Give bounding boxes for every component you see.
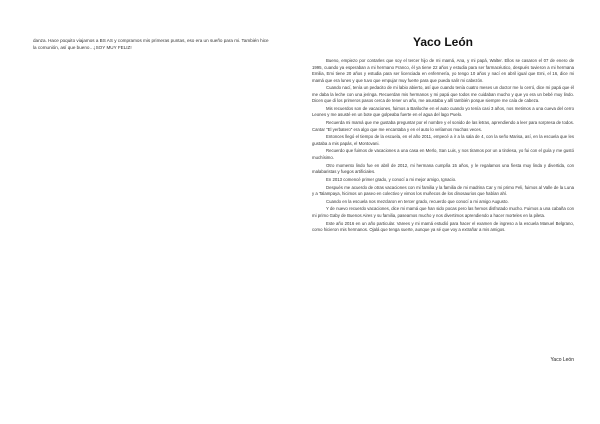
- paragraph: Mis recuerdos son de vacaciones, fuimos a Bariloche en el auto cuando yo tenía casi 3 años, nos metimos a una cueva del cerro Leones y me asusté en un bote que golpeaba fuerte en el agua del lago Puelo.: [312, 105, 574, 118]
- story-body: [312, 58, 574, 235]
- paragraph: Este año 2016 en un año particular. Varees y mi mamá estudió para hacer el examen de ingreso a la escuela Manuel Belgrano, como hicieron mis hermanos. Ojalá que tenga suerte, aunque ya sé que voy a extrañar a mis amigos.: [312, 220, 574, 233]
- paragraph: Recuerda mi mamá que me gustaba preguntar por el nombre y el sonido de las letras, aprendiendo a leer para sorpresa de todos. Cantar "El yerbatero" era algo que me encantaba y en el auto lo velíamos muchas veces.: [312, 120, 574, 132]
- paragraph: Recuerdo que fuimos de vacaciones a una casa en Merlo, San Luis, y nos tiramos por un a tirolesa, yo fui con el guía y me gustó muchísimo.: [312, 148, 574, 160]
- signature: Yaco León: [550, 357, 574, 363]
- paragraph: Cuando en la escuela nos mezclaron en tercer grado, recuerdo que conocí a mi amigo Augusto.: [326, 198, 509, 204]
- paragraph: Bueno, empiezo por contarles que soy el tercer hijo de mi mamá, Ana, y mi papá, Walter. Ellos se casaron el 07 de enero de 1995, cuando ya esperaban a mi hermano Franco, él ya tiene 22 años y estudia para ser farmacéutico, después tuvieron a mi hermana Emilia, Emi tiene 20 años y estudia para ser licenciada en enfermería, yo tengo 10 años y nací en abril igual que Emi, el 16, dice mi mamá que era lunes y que tuvo que empujar muy fuerte para que pueda salir mi cabezón.: [312, 58, 574, 83]
- paragraph: Y de nuevo recuerdo vacaciones, dice mi mamá que han sido pocas pero las hemos disfrutado mucho. Fuimos a una cabaña con mi primo Gaby de Buenos Aires y su familia, paseamos mucho y nos divertimos aprendiendo a hacer morteles en la pileta.: [312, 206, 574, 218]
- page-title: Yaco León: [412, 35, 474, 49]
- left-page-text: danza. Hace poquito viajamos a BS AS y compramos mis primeras puntas, eso era un sueño para mi. También hice la comunión, así que bueno…¡SOY MUY FELIZ!: [33, 38, 269, 50]
- paragraph: Después me acuerdo de otras vacaciones con mi familia y la familia de mi madrina Car y mi primo Feli, fuimos al Valle de la Luna y a Talampaya, hicimos un paseo en colectivo y vimos los muñecos de los dinosaurios que habían ahí.: [312, 184, 574, 196]
- paragraph: Entonces llegó el tiempo de la escuela, en el año 2011, empecé a ir a la sala de 4, con la seño Marisa, así, en la escuela que les gustaba a mis papás, el Montovani.: [312, 134, 574, 146]
- paragraph: Cuando nací, tenía un pedacito de mi labio abierto, así que cuando tenía cuatro meses un doctor me lo cerró, dice mi papá que él me daba la leche con una jeringa. Recuerdan mis hermanos y mi papá que todos me cuidaban mucho y que yo era un bebé muy lindo. Dicen que di los primeros pasos cerca de tener un año, me asustaba y allí también porque siempre me caía de cabeza.: [312, 85, 574, 104]
- paragraph: Otro momento lindo fue en abril de 2012, mi hermana cumplía 15 años, y le regalamos una fiesta muy linda y divertida, con malabaristas y fuegos artificiales.: [312, 162, 574, 175]
- paragraph: En 2013 comencé primer grado, y conocí a mi mejor amigo, Ignacio.: [326, 176, 457, 182]
